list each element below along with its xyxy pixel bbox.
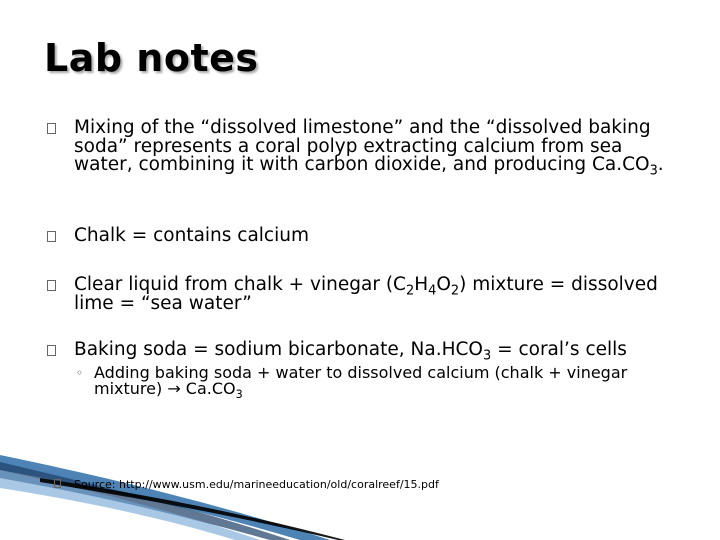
arrow-icon: → xyxy=(167,379,181,398)
bullet-marker xyxy=(54,479,61,488)
bullet-text-3: Clear liquid from chalk + vinegar $(C_2H_4O_2)$ mixture = dissolved lime = “sea water” xyxy=(74,274,658,314)
bullet-text-4: Baking soda = sodium bicarbonate, $Na.HCO_3$ = coral’s cells xyxy=(74,339,627,364)
bullet-marker xyxy=(47,280,56,291)
page-title: Lab notes xyxy=(44,36,259,80)
bullet-marker xyxy=(47,231,56,242)
sub-bullet-text: Adding baking soda + water to dissolved calcium (chalk + vinegar mixture) → $Ca.CO_3$ xyxy=(94,363,628,402)
bullet-marker xyxy=(47,123,56,134)
source-citation: Source: http://www.usm.edu/marineeducation/old/coralreef/15.pdf xyxy=(74,478,439,491)
bullet-text-2: Chalk = contains calcium xyxy=(74,225,309,246)
bullet-text-1: Mixing of the “dissolved limestone” and the “dissolved baking soda” represents a coral polyp extracting calcium from sea water, combining it with carbon dioxide, and producing $Ca.CO_3$. xyxy=(74,117,664,180)
sub-bullet-marker: ◦ xyxy=(76,366,84,380)
bullet-marker xyxy=(47,345,56,356)
